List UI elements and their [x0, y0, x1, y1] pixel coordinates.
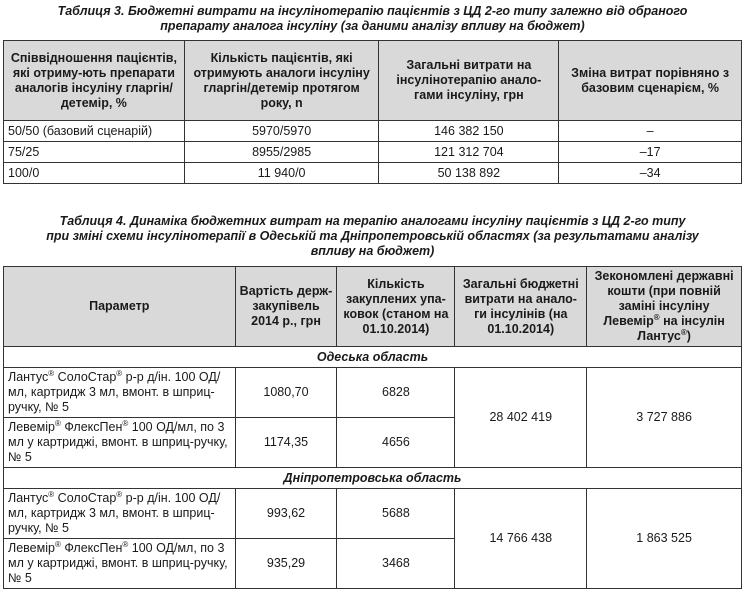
table-cell: 146 382 150	[379, 121, 559, 142]
table-cell: 100/0	[4, 163, 185, 184]
registered-mark: ®	[122, 539, 129, 549]
registered-mark: ®	[54, 418, 61, 428]
table-cell: 121 312 704	[379, 142, 559, 163]
table-cell: 6828	[337, 368, 455, 418]
region-label-dnipro: Дніпропетровська область	[4, 468, 742, 489]
table-cell: 3 727 886	[587, 368, 742, 468]
table-cell: 14 766 438	[455, 489, 587, 589]
table4	[3, 266, 742, 589]
table3-header-row	[4, 41, 742, 121]
table3	[3, 40, 742, 184]
table-row	[4, 142, 742, 163]
table-cell: 1174,35	[235, 418, 337, 468]
table-cell-param: Лантус® СолоСтар® р-р д/ін. 100 ОД/мл, картридж 3 мл, вмонт. в шприц-ручку, № 5	[4, 368, 236, 418]
table-cell: 11 940/0	[184, 163, 379, 184]
table4-header-quantity: Кількість закуплених упа-ковок (станом на 01.10.2014)	[337, 267, 455, 347]
table-cell: 5688	[337, 489, 455, 539]
table-cell: 993,62	[235, 489, 337, 539]
table-cell: 50/50 (базовий сценарій)	[4, 121, 185, 142]
region-row	[4, 347, 742, 368]
table-cell: 3468	[337, 539, 455, 589]
registered-mark: ®	[122, 418, 129, 428]
table3-header-cost-change: Зміна витрат порівняно з базовим сценарієм, %	[559, 41, 742, 121]
table-cell: 28 402 419	[455, 368, 587, 468]
table4-caption-line3: впливу на бюджет)	[310, 244, 435, 258]
table3-header-ratio: Співвідношення пацієнтів, які отриму-ють препарати аналогів інсуліну гларгін/детемір, %	[4, 41, 185, 121]
table-cell-param: Левемір® ФлексПен® 100 ОД/мл, по 3 мл у картриджі, вмонт. в шприц-ручку, № 5	[4, 418, 236, 468]
table-cell: 4656	[337, 418, 455, 468]
table4-header-total: Загальні бюджетні витрати на анало-ги інсулінів (на 01.10.2014)	[455, 267, 587, 347]
table-cell: 75/25	[4, 142, 185, 163]
table-cell: –34	[559, 163, 742, 184]
table-cell-param: Левемір® ФлексПен® 100 ОД/мл, по 3 мл у картриджі, вмонт. в шприц-ручку, № 5	[4, 539, 236, 589]
registered-mark: ®	[116, 368, 123, 378]
table-cell: 1080,70	[235, 368, 337, 418]
table3-header-patients: Кількість пацієнтів, які отримують аналоги інсуліну гларгін/детемір протягом року, n	[184, 41, 379, 121]
table4-header-price: Вартість держ-закупівель 2014 р., грн	[235, 267, 337, 347]
table-cell: 5970/5970	[184, 121, 379, 142]
table-row	[4, 489, 742, 539]
table-cell: –17	[559, 142, 742, 163]
registered-mark: ®	[680, 327, 687, 337]
table-cell: 50 138 892	[379, 163, 559, 184]
table-cell-param: Лантус® СолоСтар® р-р д/ін. 100 ОД/мл, картридж 3 мл, вмонт. в шприц-ручку, № 5	[4, 489, 236, 539]
registered-mark: ®	[48, 489, 55, 499]
region-row	[4, 468, 742, 489]
table-row	[4, 121, 742, 142]
region-label-odesa: Одеська область	[4, 347, 742, 368]
table-row	[4, 163, 742, 184]
registered-mark: ®	[116, 489, 123, 499]
table-row	[4, 368, 742, 418]
table4-caption-line2: при зміні схеми інсулінотерапії в Одеській та Дніпропетровській областях (за результатами аналізу	[46, 229, 699, 243]
table4-caption-line1: Таблиця 4. Динаміка бюджетних витрат на терапію аналогами інсуліну пацієнтів з ЦД 2-го типу	[59, 214, 686, 228]
registered-mark: ®	[653, 312, 660, 322]
registered-mark: ®	[54, 539, 61, 549]
table-cell: 1 863 525	[587, 489, 742, 589]
table-cell: 8955/2985	[184, 142, 379, 163]
table4-header-parameter: Параметр	[4, 267, 236, 347]
table3-caption-line1: Таблиця 3. Бюджетні витрати на інсулінотерапію пацієнтів з ЦД 2-го типу залежно від обраного	[57, 4, 688, 18]
table4-header-row	[4, 267, 742, 347]
table4-header-saved: Зекономлені державні кошти (при повній заміні інсуліну Левемір® на інсулін Лантус®)	[587, 267, 742, 347]
table3-caption	[0, 4, 745, 34]
table3-header-total-cost: Загальні витрати на інсулінотерапію анало-гами інсуліну, грн	[379, 41, 559, 121]
table-cell: –	[559, 121, 742, 142]
table3-caption-line2: препарату аналога інсуліну (за даними аналізу впливу на бюджет)	[160, 19, 585, 33]
registered-mark: ®	[48, 368, 55, 378]
table-cell: 935,29	[235, 539, 337, 589]
table4-caption	[0, 214, 745, 259]
